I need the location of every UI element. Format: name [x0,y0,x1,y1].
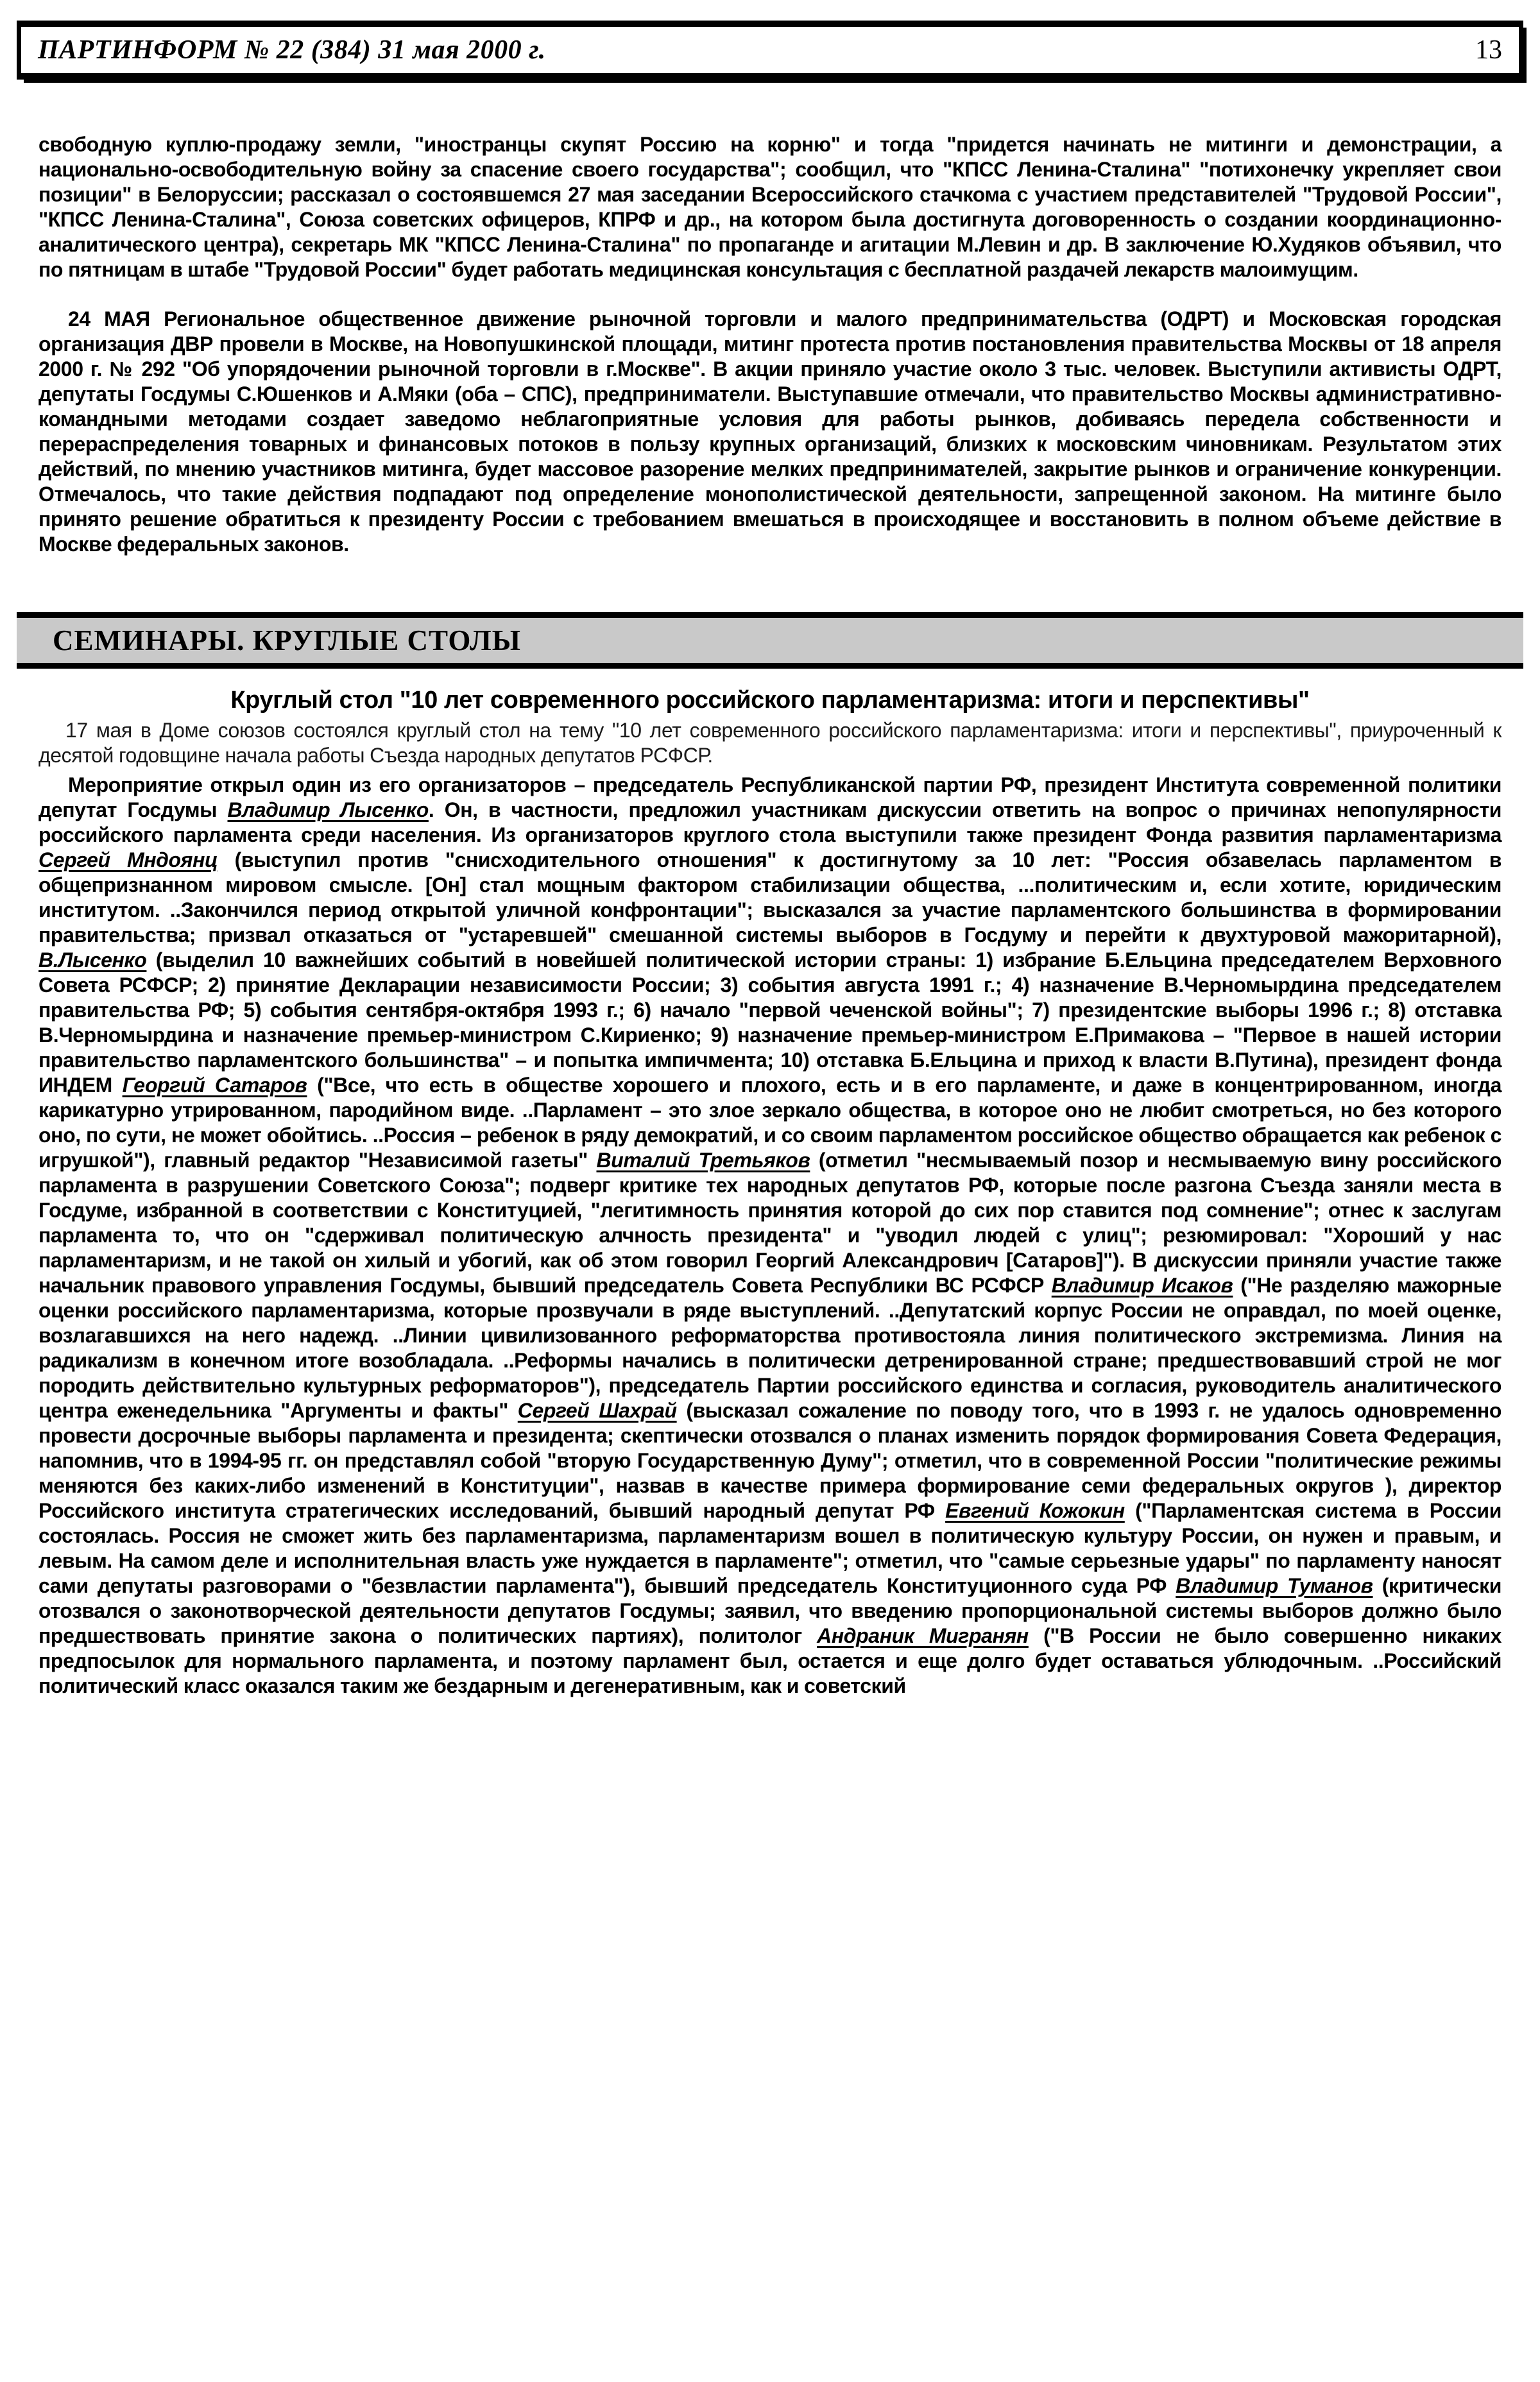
person-name: Евгений Кожокин [945,1499,1125,1522]
section-bar-label: СЕМИНАРЫ. КРУГЛЫЕ СТОЛЫ [53,624,521,656]
person-name: Сергей Шахрай [517,1399,677,1422]
person-name: Андраник Мигранян [817,1624,1029,1647]
article-body [38,773,1502,1699]
person-name: Владимир Туманов [1176,1574,1373,1597]
person-name: Владимир Лысенко [227,798,429,821]
text-run: (отметил "несмываемый позор и несмываемую вину российского парламента в разрушении Советского Союза"; подверг критике тех народных депутатов РФ, которые после разгона Съезда заняли места в Госдуме, избранной в соответствии с Конституцией, "легитимность принятия которой до сих пор ставится под сомнение"; отнес к заслугам парламента то, что он "сдерживал политическую алчность президента" и "уводил людей с улиц"; резюмировал: "Хороший у нас парламентаризм, и не такой он хилый и убогий, как об этом говорил Георгий Александрович [Сатаров]"). В дискуссии приняли участие также начальник правового управления Госдумы, бывший председатель Совета Республики ВС РСФСР [38,1149,1502,1297]
article-intro: 17 мая в Доме союзов состоялся круглый стол на тему "10 лет современного российского парламентаризма: итоги и перспективы", приуроченный к десятой годовщине начала работы Съезда народных депутатов РСФСР. [38,719,1502,767]
text-run: (выделил 10 важнейших событий в новейшей политической истории страны: 1) избрание Б.Ельцина председателем Верховного Совета РСФСР; 2) принятие Декларации независимости России; 3) события августа 1991 г.; 4) назначение В.Черномырдина председателем правительства РФ; 5) события сентября-октября 1993 г.; 6) начало "первой чеченской войны"; 7) президентские выборы 1996 г.; 8) отставка В.Черномырдина и назначение премьер-министром С.Кириенко; 9) назначение премьер-министром Е.Примакова – "Первое в нашей истории правительство парламентского большинства" – и попытка импичмента; 10) отставка Б.Ельцина и приход к власти В.Путина), президент фонда ИНДЕМ [38,948,1502,1097]
text-run: ("Не разделяю мажорные оценки российского парламентаризма, которые прозвучали в ряде выступлений. ..Депутатский корпус России не оправдал, по моей оценке, возлагавшихся на него надежд. ..Линии цивилизованного реформаторства противостояла линия политического экстремизма. Линия на радикализм в конечном итоге возобладала. ..Реформы начались в политически детренированной стране; предшествовавший строй не мог породить действительно культурных реформаторов"), председатель Партии российского единства и согласия, руководитель аналитического центра еженедельника "Аргументы и факты" [38,1274,1502,1422]
top-paragraphs [38,132,1502,557]
journal-title: ПАРТИНФОРМ № 22 (384) 31 мая 2000 г. [38,35,546,65]
text-run: ("В России не было совершенно никаких предпосылок для нормального парламента, и поэтому парламент был, остается и еще долго будет оставаться ублюдочным. ..Российский политический класс оказался таким же бездарным и дегенеративным, как и советский [38,1624,1502,1697]
body-paragraph: 24 МАЯ Региональное общественное движение рыночной торговли и малого предпринимательства (ОДРТ) и Московская городская организация ДВР провели в Москве, на Новопушкинской площади, митинг протеста против постановления правительства Москвы от 18 апреля 2000 г. № 292 "Об упорядочении рыночной торговли в г.Москве". В акции приняло участие около 3 тыс. человек. Выступили активисты ОДРТ, депутаты Госдумы С.Юшенков и А.Мяки (оба – СПС), предприниматели. Выступавшие отмечали, что правительство Москвы административно-командными методами создает заведомо неблагоприятные условия для работы рынков, добиваясь передела собственности и перераспределения товарных и финансовых потоков в пользу крупных организаций, близких к московским чиновникам. Результатом этих действий, по мнению участников митинга, будет массовое разорение мелких предпринимателей, закрытие рынков и ограничение конкуренции. Отмечалось, что такие действия подпадают под определение монополистической деятельности, запрещенной законом. На митинге было принято решение обратиться к президенту России с требованием вмешаться в происходящее и восстановить в полном объеме действие в Москве федеральных законов. [38,307,1502,556]
person-name: Владимир Исаков [1051,1274,1233,1297]
text-run: (высказал сожаление по поводу того, что в 1993 г. не удалось одновременно провести досрочные выборы парламента и президента; скептически отозвался о планах изменить порядок формирования Совета Федерация, напомнив, что в 1994-95 гг. он представлял собой "вторую Государственную Думу"; отметил, что в современной России "политические режимы меняются без каких-либо изменений в Конституции", назвав в качестве примера формирование семи федеральных округов ), директор Российского института стратегических исследований, бывший народный депутат РФ [38,1399,1502,1522]
text-run: (выступил против "снисходительного отношения" к достигнутому за 10 лет: "Россия обзавелась парламентом в общепризнанном мировом смысле. [Он] стал мощным фактором стабилизации общества, ...политическим и, если хотите, юридическим институтом. ..Закончился период открытой уличной конфронтации"; высказался за участие парламентского большинства в формировании правительства; призвал отказаться от "устаревшей" смешанной системы выборов в Госдуму и перейти к двухтуровой мажоритарной), [38,848,1502,947]
text-run: . Он, в частности, предложил участникам дискуссии ответить на вопрос о причинах непопулярности российского парламента среди населения. Из организаторов круглого стола выступили также президент Фонда развития парламентаризма [38,798,1502,846]
person-name: Сергей Мндоянц [38,848,218,871]
page-number: 13 [1475,35,1502,65]
person-name: Виталий Третьяков [596,1149,810,1172]
person-name: Георгий Сатаров [122,1074,307,1097]
body-paragraph: свободную куплю-продажу земли, "иностранцы скупят Россию на корню" и тогда "придется начинать не митинги и демонстрации, а национально-освободительную войну за спасение своего государства"; сообщил, что "КПСС Ленина-Сталина" "потихонечку укрепляет свои позиции" в Белоруссии; рассказал о состоявшемся 27 мая заседании Всероссийского стачкома с участием представителей "Трудовой России", "КПСС Ленина-Сталина", Союза советских офицеров, КПРФ и др., на котором была достигнута договоренность о создании координационно-аналитического центра), секретарь МК "КПСС Ленина-Сталина" по пропаганде и агитации М.Левин и др. В заключение Ю.Худяков объявил, что по пятницам в штабе "Трудовой России" будет работать медицинская консультация с бесплатной раздачей лекарств малоимущим. [38,133,1502,281]
text-run: (критически отозвался о законотворческой деятельности депутатов Госдумы; заявил, что введению пропорциональной системы выборов должно было предшествовать принятие закона о политических партиях), политолог [38,1574,1502,1647]
page-header [17,21,1523,80]
text-run: Мероприятие открыл один из его организаторов – председатель Республиканской партии РФ, президент Института современной политики депутат Госдумы [38,773,1502,821]
person-name: В.Лысенко [38,948,147,972]
page-content [0,132,1540,1699]
text-run: ("Парламентская система в России состоялась. Россия не сможет жить без парламентаризма, парламентаризм вошел в политическую культуру России, он нужен и правым, и левым. На самом деле и исполнительная власть уже нуждается в парламенте"; отметил, что "самые серьезные удары" по парламенту наносят сами депутаты разговорами о "безвластии парламента"), бывший председатель Конституционного суда РФ [38,1499,1502,1597]
article-title: Круглый стол "10 лет современного российского парламентаризма: итоги и перспективы" [230,687,1310,714]
section-bar [17,612,1523,669]
text-run: ("Все, что есть в обществе хорошего и плохого, есть и в его парламенте, и даже в концентрированном, иногда карикатурно утрированном, пародийном виде. ..Парламент – это злое зеркало общества, в которое оно не любит смотреться, но без которого оно, по сути, не может обойтись. ..Россия – ребенок в ряду демократий, и со своим парламентом российское общество обращается как ребенок с игрушкой"), главный редактор "Независимой газеты" [38,1074,1502,1172]
